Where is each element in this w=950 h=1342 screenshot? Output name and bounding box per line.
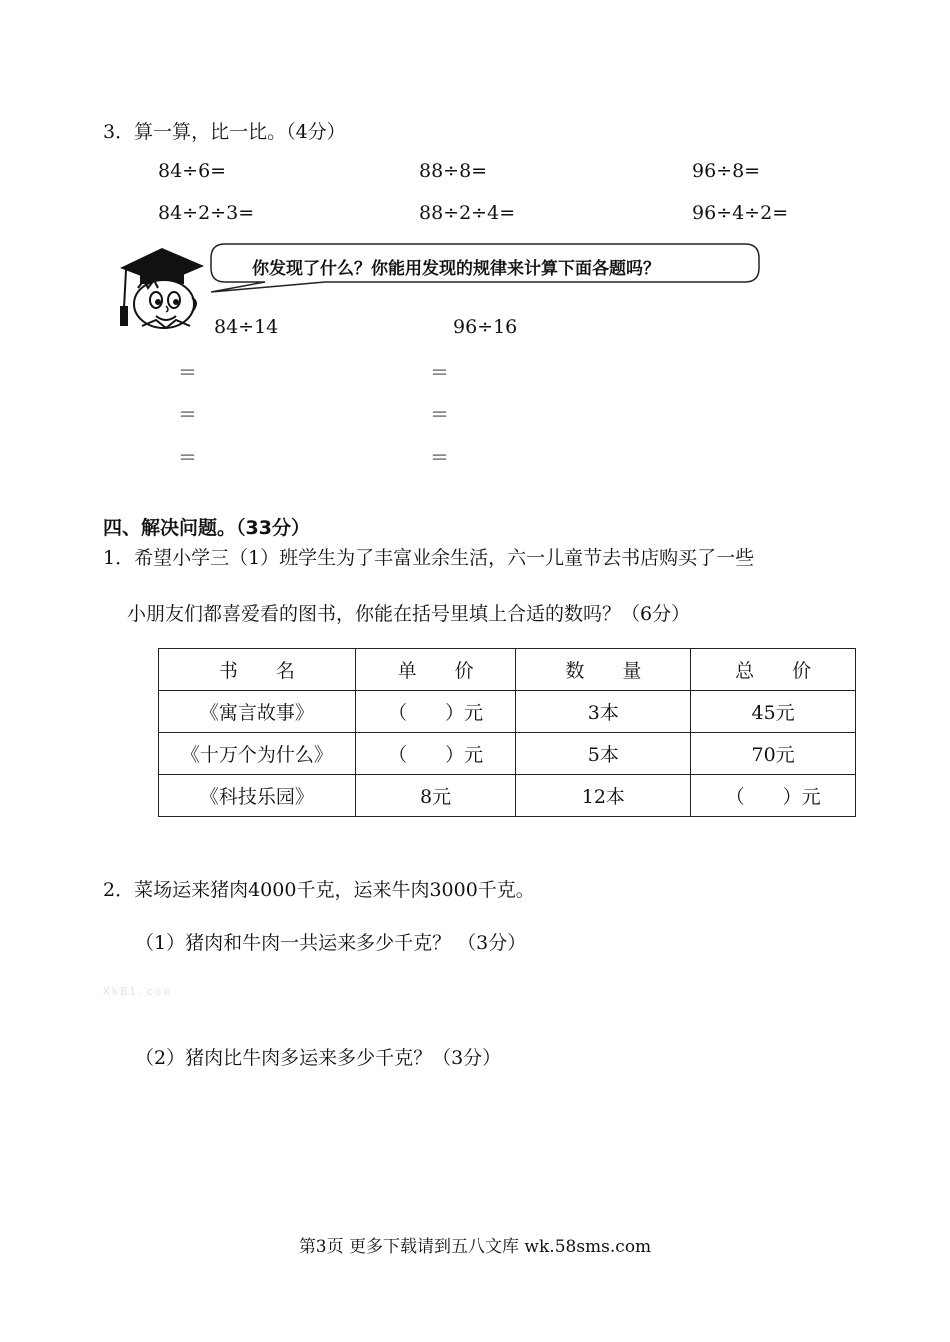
calc-row1-b: 88÷8= bbox=[419, 160, 488, 182]
equals-right-3: ＝ bbox=[430, 447, 450, 469]
table-header-row bbox=[159, 649, 856, 691]
faint-watermark: XkB1.com bbox=[103, 985, 172, 998]
table-cell: 70元 bbox=[691, 733, 856, 775]
question-2: 2．菜场运来猪肉4000千克，运来牛肉3000千克。 bbox=[103, 879, 535, 901]
calc-row2-b: 88÷2÷4= bbox=[419, 202, 516, 224]
header-total-price: 总 价 bbox=[691, 649, 856, 691]
header-unit-price: 单 价 bbox=[355, 649, 516, 691]
question-1-line1: 1．希望小学三（1）班学生为了丰富业余生活，六一儿童节去书店购买了一些 bbox=[103, 547, 755, 569]
table-cell: （ ）元 bbox=[355, 733, 516, 775]
question-2-part-1: （1）猪肉和牛肉一共运来多少千克？ （3分） bbox=[135, 932, 527, 954]
table-row bbox=[159, 775, 856, 817]
section-3-title: 3．算一算，比一比。（4分） bbox=[103, 121, 346, 143]
question-1-line2: 小朋友们都喜爱看的图书，你能在括号里填上合适的数吗？（6分） bbox=[127, 603, 691, 625]
question-2-part-2: （2）猪肉比牛肉多运来多少千克？（3分） bbox=[135, 1047, 502, 1069]
equals-right-2: ＝ bbox=[430, 404, 450, 426]
speech-bubble-text: 你发现了什么？你能用发现的规律来计算下面各题吗？ bbox=[252, 259, 660, 279]
header-book-name: 书 名 bbox=[159, 649, 356, 691]
section-4-title: 四、解决问题。（33分） bbox=[103, 517, 310, 539]
table-row bbox=[159, 691, 856, 733]
table-row bbox=[159, 733, 856, 775]
calc-row1-a: 84÷6= bbox=[158, 160, 227, 182]
calc-row2-a: 84÷2÷3= bbox=[158, 202, 255, 224]
table-cell: 3本 bbox=[516, 691, 691, 733]
page-footer: 第3页 更多下载请到五八文库 wk.58sms.com bbox=[298, 1237, 652, 1257]
table-cell: 《十万个为什么》 bbox=[159, 733, 356, 775]
problem-96-div-16: 96÷16 bbox=[453, 316, 518, 338]
header-quantity: 数 量 bbox=[516, 649, 691, 691]
table-cell: 8元 bbox=[355, 775, 516, 817]
problem-84-div-14: 84÷14 bbox=[214, 316, 279, 338]
calc-row2-c: 96÷4÷2= bbox=[692, 202, 789, 224]
table-cell: 《科技乐园》 bbox=[159, 775, 356, 817]
table-cell: （ ）元 bbox=[355, 691, 516, 733]
equals-left-2: ＝ bbox=[178, 404, 198, 426]
table-cell: 45元 bbox=[691, 691, 856, 733]
calc-row1-c: 96÷8= bbox=[692, 160, 761, 182]
equals-left-3: ＝ bbox=[178, 447, 198, 469]
table-cell: （ ）元 bbox=[691, 775, 856, 817]
table-cell: 5本 bbox=[516, 733, 691, 775]
equals-right-1: ＝ bbox=[430, 362, 450, 384]
table-cell: 12本 bbox=[516, 775, 691, 817]
table-cell: 《寓言故事》 bbox=[159, 691, 356, 733]
book-price-table bbox=[158, 648, 856, 817]
equals-left-1: ＝ bbox=[178, 362, 198, 384]
